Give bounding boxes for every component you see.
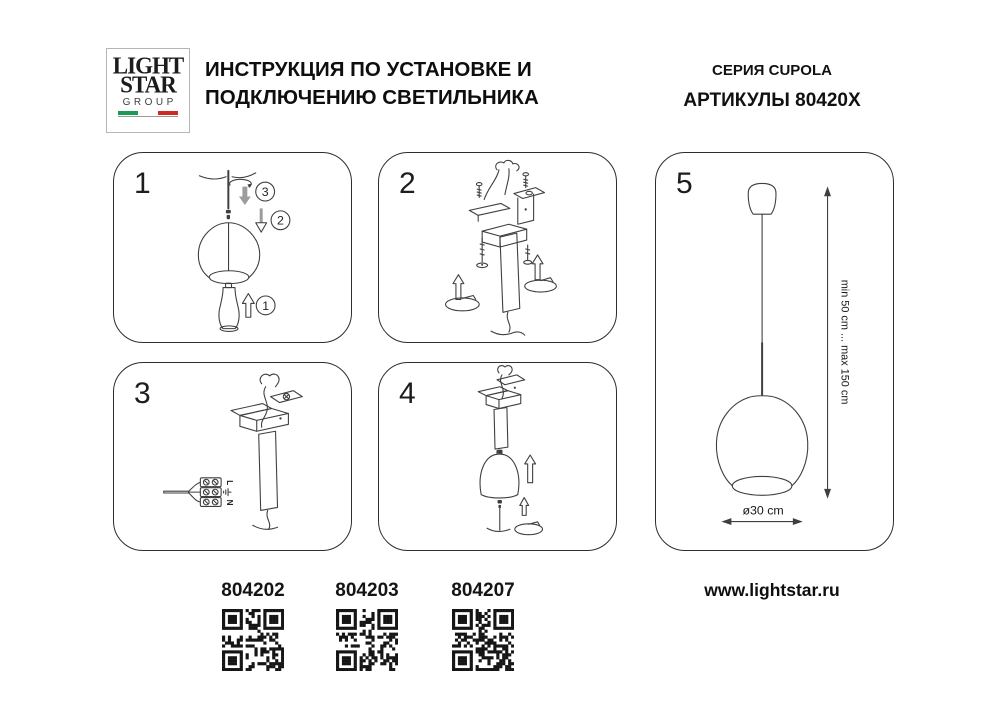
diameter-dimension [721, 504, 802, 525]
italian-flag-stripe [118, 111, 178, 117]
mounting-plate [271, 391, 303, 403]
logo-word-star: STAR [120, 71, 176, 98]
supply-cable [164, 482, 201, 502]
page-title [205, 56, 545, 112]
bracket-exploded-drawing [379, 153, 616, 342]
pendant-dimensions-drawing [656, 153, 893, 550]
screw-mid-left [477, 238, 488, 267]
diameter-label: ø30 cm [742, 503, 784, 518]
panel-step-4 [378, 362, 617, 551]
screw-top-right [523, 173, 529, 188]
panel-dimensions [655, 152, 894, 551]
panel-number: 4 [399, 377, 416, 410]
step-2-marker [271, 211, 290, 230]
earth-ground-icon [224, 489, 231, 496]
qr-item-804202 [203, 580, 303, 671]
arrow-up-step1 [242, 294, 254, 318]
lamp-shade [198, 223, 259, 284]
shade-assembly-drawing [114, 153, 351, 342]
svg-text:3: 3 [261, 185, 269, 200]
wiring-drawing [114, 363, 351, 550]
panel-number: 3 [134, 377, 151, 410]
qr-code [452, 609, 514, 671]
arrow-up-large [525, 455, 536, 483]
qr-item-804207 [433, 580, 533, 671]
pendant-rod [491, 233, 525, 335]
shade-mounting-drawing [379, 363, 616, 550]
anchor-bottom-right [515, 498, 543, 535]
screw-mid-right [524, 245, 532, 264]
series-block [652, 62, 892, 112]
arrow-down-small [239, 187, 251, 205]
u-bracket [231, 404, 288, 432]
suspension-rod [226, 171, 231, 219]
rotate-icon [230, 179, 252, 188]
vertical-dimension [824, 186, 850, 498]
panel-step-2 [378, 152, 617, 343]
svg-text:1: 1 [262, 298, 270, 313]
arrow-down-step2 [256, 208, 267, 232]
panel-number: 2 [399, 167, 416, 200]
height-range-label: min 50 cm ... max 150 cm [838, 279, 851, 405]
bracket-arm [469, 203, 510, 221]
qr-article-number: 804202 [221, 580, 285, 601]
pendant-rod [494, 408, 508, 454]
lightstar-logo [106, 48, 190, 133]
qr-code [336, 609, 398, 671]
mounting-plate [514, 188, 545, 225]
pendant-rod [253, 431, 278, 529]
title-line-1: ИНСТРУКЦИЯ ПО УСТАНОВКЕ И [205, 58, 532, 81]
lamp-shade [480, 451, 519, 498]
ceiling-canopy [748, 183, 776, 214]
logo-word-light: LIGHT [112, 52, 184, 79]
panel-step-1 [113, 152, 352, 343]
cord-below-shade [487, 500, 510, 531]
flag-red [158, 111, 178, 115]
anchor-left [446, 275, 480, 311]
flag-green [118, 111, 138, 115]
panel-step-3 [113, 362, 352, 551]
glass-diffuser [219, 283, 239, 331]
terminal-labels [224, 480, 235, 505]
screw-top-left [476, 183, 482, 198]
terminal-label-l: L [225, 480, 236, 486]
panel-number: 1 [134, 167, 151, 200]
series-name: СЕРИЯ CUPOLA [712, 62, 832, 79]
svg-text:2: 2 [277, 213, 284, 228]
lamp-shade [716, 396, 807, 496]
logo-word-group: GROUP [122, 97, 177, 108]
flag-white [138, 111, 158, 115]
website-url: www.lightstar.ru [704, 580, 840, 600]
qr-item-804203 [317, 580, 417, 671]
terminal-label-n: N [225, 499, 236, 506]
article-codes: АРТИКУЛЫ 80420X [683, 90, 861, 111]
qr-article-number: 804203 [335, 580, 399, 601]
step-3-marker [256, 182, 275, 201]
step-1-marker [256, 296, 275, 315]
qr-article-number: 804207 [451, 580, 515, 601]
qr-code [222, 609, 284, 671]
title-line-2: ПОДКЛЮЧЕНИЮ СВЕТИЛЬНИКА [205, 86, 539, 109]
u-bracket [478, 375, 525, 409]
terminal-block [200, 478, 221, 507]
panel-number: 5 [676, 167, 693, 200]
